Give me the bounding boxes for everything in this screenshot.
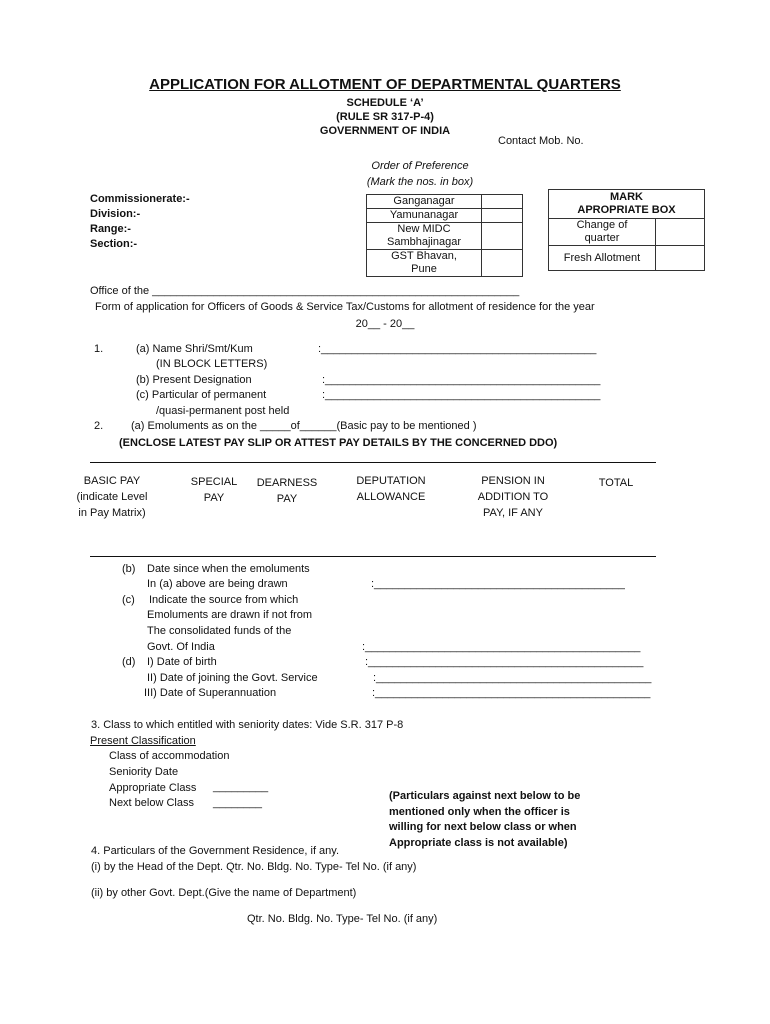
next-below-note-line-3: willing for next below class or when bbox=[389, 821, 577, 833]
change-quarter-line: quarter bbox=[584, 232, 620, 244]
mark-box-row bbox=[549, 246, 705, 271]
preference-heading: Order of Preference bbox=[371, 160, 469, 172]
item-c-label: (c) bbox=[122, 594, 135, 606]
date-of-birth-field[interactable]: :_____________________________________________ bbox=[365, 656, 644, 668]
preference-place-line: New MIDC bbox=[397, 223, 451, 235]
preference-row bbox=[367, 195, 523, 209]
preference-place-cell: Ganganagar bbox=[367, 195, 482, 209]
form-title: APPLICATION FOR ALLOTMENT OF DEPARTMENTAL QUARTERS bbox=[149, 76, 621, 93]
next-below-note-line-2: mentioned only when the officer is bbox=[389, 806, 570, 818]
source-label-4: Govt. Of India bbox=[147, 641, 215, 653]
year-field[interactable]: 20__ - 20__ bbox=[355, 318, 415, 330]
emoluments-label[interactable]: (a) Emoluments as on the _____of______(Basic pay to be mentioned ) bbox=[131, 420, 477, 432]
change-quarter-label bbox=[549, 219, 656, 246]
govt-label: GOVERNMENT OF INDIA bbox=[319, 125, 451, 137]
schedule-label: SCHEDULE ‘A’ bbox=[346, 97, 424, 109]
mark-box-heading-line: APROPRIATE BOX bbox=[577, 204, 676, 216]
commissionerate-label: Commissionerate:- bbox=[90, 193, 190, 205]
preference-place-line: Pune bbox=[411, 263, 437, 275]
designation-field[interactable]: :_____________________________________________ bbox=[322, 374, 601, 386]
emoluments-since-label: Date since when the emoluments bbox=[147, 563, 310, 575]
section4-heading: 4. Particulars of the Government Residence, if any. bbox=[91, 845, 340, 857]
contact-mobile-label: Contact Mob. No. bbox=[498, 135, 584, 147]
source-label: Indicate the source from which bbox=[149, 594, 299, 606]
preference-row bbox=[367, 250, 523, 277]
office-of-field[interactable]: Office of the ____________________________________________________________ bbox=[90, 285, 520, 297]
name-field[interactable]: :_____________________________________________ bbox=[318, 343, 597, 355]
preference-place-cell bbox=[367, 250, 482, 277]
preference-number-box[interactable] bbox=[482, 195, 523, 209]
section2-number: 2. bbox=[94, 420, 104, 432]
item-b-label: (b) bbox=[122, 563, 136, 575]
block-letters-note: (IN BLOCK LETTERS) bbox=[156, 358, 268, 370]
preference-number-box[interactable] bbox=[482, 209, 523, 223]
seniority-date-label: Seniority Date bbox=[109, 766, 179, 778]
date-of-joining-label: II) Date of joining the Govt. Service bbox=[147, 672, 318, 684]
pension-header: PENSION IN ADDITION TO PAY, IF ANY bbox=[477, 475, 549, 519]
next-below-class-field[interactable]: ________ bbox=[213, 797, 262, 809]
total-header: TOTAL bbox=[598, 477, 634, 489]
designation-label: (b) Present Designation bbox=[136, 374, 252, 386]
mark-box-table bbox=[548, 189, 705, 271]
preference-place-line: Sambhajinagar bbox=[387, 236, 461, 248]
date-of-superannuation-label: III) Date of Superannuation bbox=[144, 687, 277, 699]
date-of-joining-field[interactable]: :_____________________________________________ bbox=[373, 672, 652, 684]
next-below-class-label: Next below Class bbox=[109, 797, 194, 809]
present-classification-heading: Present Classification bbox=[90, 735, 196, 747]
section1-number: 1. bbox=[94, 343, 104, 355]
quasi-permanent-note: /quasi-permanent post held bbox=[156, 405, 290, 417]
appropriate-class-label: Appropriate Class bbox=[109, 782, 197, 794]
section-label: Section:- bbox=[90, 238, 138, 250]
division-label: Division:- bbox=[90, 208, 141, 220]
emoluments-since-label-2: In (a) above are being drawn bbox=[147, 578, 288, 590]
preference-row bbox=[367, 209, 523, 223]
preference-table bbox=[366, 194, 523, 277]
pay-table-bottom-rule bbox=[90, 556, 656, 557]
emoluments-since-field[interactable]: :_________________________________________ bbox=[371, 578, 625, 590]
permanent-post-label: (c) Particular of permanent bbox=[136, 389, 267, 401]
special-pay-header: SPECIAL PAY bbox=[190, 476, 238, 504]
preference-subheading: (Mark the nos. in box) bbox=[366, 176, 474, 188]
pay-table-top-rule bbox=[90, 462, 656, 463]
next-below-note-line-4: Appropriate class is not available) bbox=[389, 837, 568, 849]
preference-number-box[interactable] bbox=[482, 223, 523, 250]
mark-box-header-row bbox=[549, 190, 705, 219]
range-label: Range:- bbox=[90, 223, 131, 235]
preference-number-box[interactable] bbox=[482, 250, 523, 277]
name-label: (a) Name Shri/Smt/Kum bbox=[136, 343, 253, 355]
date-of-superannuation-field[interactable]: :_____________________________________________ bbox=[372, 687, 651, 699]
deputation-allowance-header: DEPUTATION ALLOWANCE bbox=[356, 475, 426, 503]
preference-place-cell: Yamunanagar bbox=[367, 209, 482, 223]
change-quarter-line: Change of bbox=[576, 219, 628, 231]
form-description: Form of application for Officers of Goods & Service Tax/Customs for allotment of residence for the year bbox=[95, 301, 595, 313]
source-label-2: Emoluments are drawn if not from bbox=[147, 609, 313, 621]
class-of-accommodation-label: Class of accommodation bbox=[109, 750, 230, 762]
source-label-3: The consolidated funds of the bbox=[147, 625, 292, 637]
other-dept-residence-fields[interactable]: Qtr. No. Bldg. No. Type- Tel No. (if any) bbox=[247, 913, 438, 925]
item-d-label: (d) bbox=[122, 656, 136, 668]
head-of-dept-residence-line[interactable]: (i) by the Head of the Dept. Qtr. No. Bldg. No. Type- Tel No. (if any) bbox=[91, 861, 417, 873]
preference-place-cell bbox=[367, 223, 482, 250]
permanent-post-field[interactable]: :_____________________________________________ bbox=[322, 389, 601, 401]
mark-box-heading bbox=[549, 190, 705, 219]
other-dept-residence-line[interactable]: (ii) by other Govt. Dept.(Give the name of Department) bbox=[91, 887, 357, 899]
basic-pay-header: BASIC PAY (indicate Level in Pay Matrix) bbox=[76, 475, 148, 519]
appropriate-class-field[interactable]: _________ bbox=[213, 781, 269, 793]
enclose-pay-slip-note: (ENCLOSE LATEST PAY SLIP OR ATTEST PAY DETAILS BY THE CONCERNED DDO) bbox=[119, 437, 558, 449]
fresh-allotment-checkbox[interactable] bbox=[656, 246, 705, 271]
next-below-note-line-1: (Particulars against next below to be bbox=[389, 790, 581, 802]
change-quarter-checkbox[interactable] bbox=[656, 219, 705, 246]
mark-box-heading-line: MARK bbox=[610, 191, 643, 203]
dearness-pay-header: DEARNESS PAY bbox=[256, 477, 318, 505]
rule-label: (RULE SR 317-P-4) bbox=[336, 111, 434, 123]
mark-box-row bbox=[549, 219, 705, 246]
date-of-birth-label: I) Date of birth bbox=[147, 656, 217, 668]
source-field[interactable]: :_____________________________________________ bbox=[362, 641, 641, 653]
preference-row bbox=[367, 223, 523, 250]
fresh-allotment-label: Fresh Allotment bbox=[549, 246, 656, 271]
preference-place-line: GST Bhavan, bbox=[391, 250, 457, 262]
section3-heading: 3. Class to which entitled with seniority dates: Vide S.R. 317 P-8 bbox=[91, 719, 404, 731]
